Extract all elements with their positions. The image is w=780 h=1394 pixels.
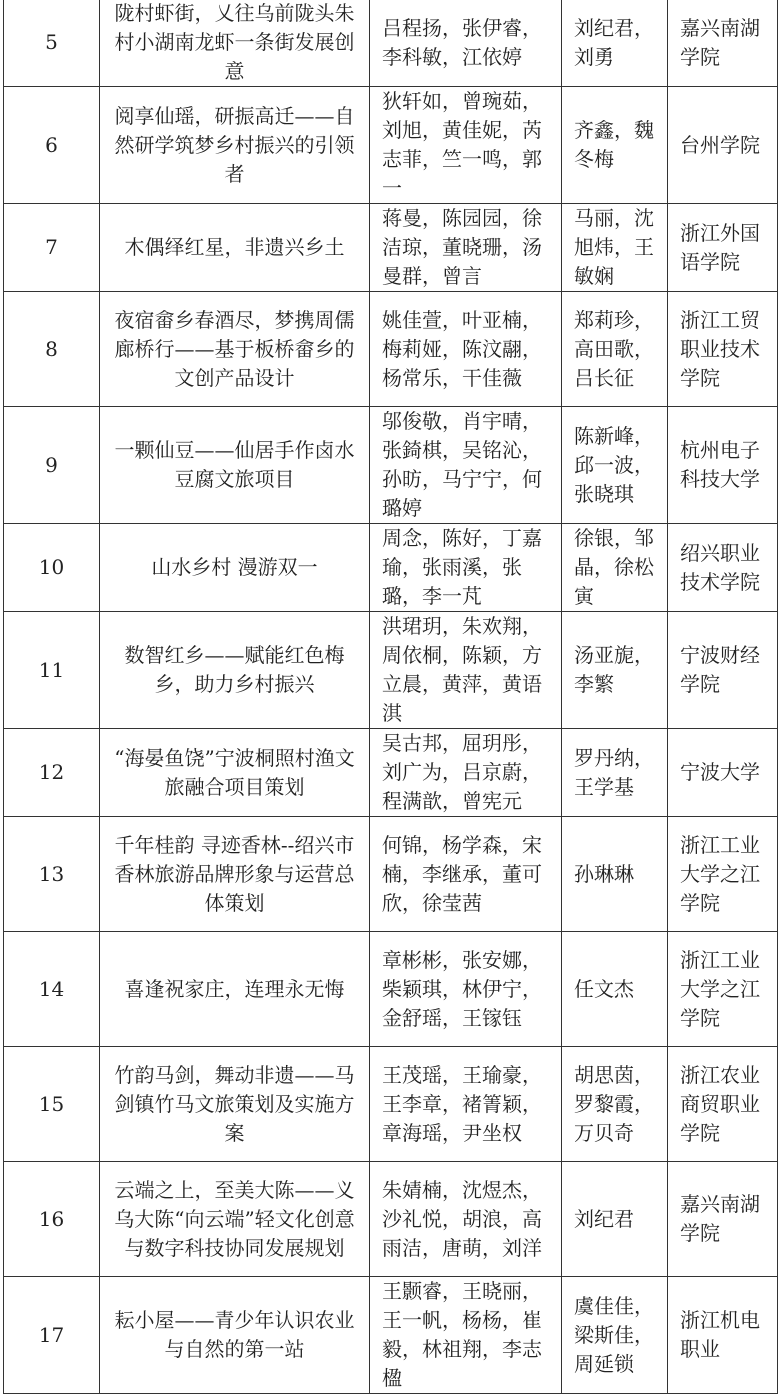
project-title: 木偶绎红星，非遗兴乡土 [100, 204, 370, 292]
school-name: 宁波大学 [668, 729, 778, 817]
advisor-names: 刘纪君，刘勇 [562, 0, 668, 87]
student-names: 章彬彬，张安娜，柴颖琪，林伊宁，金舒瑶，王镓钰 [370, 932, 562, 1047]
row-number: 13 [4, 817, 100, 932]
school-name: 宁波财经学院 [668, 612, 778, 729]
row-number: 17 [4, 1277, 100, 1394]
row-number: 9 [4, 407, 100, 524]
student-names: 王茂瑶，王瑜豪，王李章，褚箐颖，章海瑶，尹坐权 [370, 1047, 562, 1162]
advisor-names: 任文杰 [562, 932, 668, 1047]
advisor-names: 徐银，邹晶，徐松寅 [562, 524, 668, 612]
student-names: 洪珺玥，朱欢翔，周依桐，陈颖，方立晨，黄萍，黄语淇 [370, 612, 562, 729]
school-name: 杭州电子科技大学 [668, 407, 778, 524]
student-names: 王颢睿，王晓丽，王一帆，杨杨，崔毅，林祖翔，李志楹 [370, 1277, 562, 1394]
school-name: 台州学院 [668, 87, 778, 204]
award-table [3, 0, 778, 1394]
school-name: 绍兴职业技术学院 [668, 524, 778, 612]
school-name: 嘉兴南湖学院 [668, 0, 778, 87]
advisor-names: 罗丹纳，王学基 [562, 729, 668, 817]
row-number: 14 [4, 932, 100, 1047]
student-names: 邬俊敬，肖宇晴，张錡棋，吴铭沁，孙昉，马宁宁，何璐婷 [370, 407, 562, 524]
table-row [4, 1047, 778, 1162]
student-names: 周念，陈好，丁嘉瑜，张雨溪，张璐，李一芃 [370, 524, 562, 612]
table-row [4, 612, 778, 729]
student-names: 吕程扬，张伊睿，李科敏，江依婷 [370, 0, 562, 87]
project-title: 耘小屋——青少年认识农业与自然的第一站 [100, 1277, 370, 1394]
advisor-names: 汤亚旎，李繁 [562, 612, 668, 729]
row-number: 7 [4, 204, 100, 292]
table-row [4, 817, 778, 932]
table-row [4, 729, 778, 817]
project-title: 数智红乡——赋能红色梅乡，助力乡村振兴 [100, 612, 370, 729]
advisor-names: 马丽，沈旭炜，王敏娴 [562, 204, 668, 292]
table-row [4, 0, 778, 87]
school-name: 浙江外国语学院 [668, 204, 778, 292]
school-name: 浙江工贸职业技术学院 [668, 292, 778, 407]
table-row [4, 932, 778, 1047]
advisor-names: 虞佳佳，梁斯佳，周延锁 [562, 1277, 668, 1394]
row-number: 10 [4, 524, 100, 612]
table-row [4, 292, 778, 407]
student-names: 狄轩如，曾琬茹，刘旭，黄佳妮，芮志菲，竺一鸣，郭一 [370, 87, 562, 204]
school-name: 浙江工业大学之江学院 [668, 817, 778, 932]
advisor-names: 陈新峰，邱一波，张晓琪 [562, 407, 668, 524]
row-number: 6 [4, 87, 100, 204]
student-names: 朱婧楠，沈煜杰，沙礼悦，胡浪，高雨洁，唐萌，刘洋 [370, 1162, 562, 1277]
row-number: 11 [4, 612, 100, 729]
project-title: 喜逢祝家庄，连理永无悔 [100, 932, 370, 1047]
table-row [4, 1162, 778, 1277]
table-row [4, 524, 778, 612]
advisor-names: 刘纪君 [562, 1162, 668, 1277]
student-names: 蒋曼，陈园园，徐洁琼，董晓珊，汤曼群，曾言 [370, 204, 562, 292]
student-names: 吴古邦，屈玥彤，刘广为，吕京蔚，程满歆，曾宪元 [370, 729, 562, 817]
table-row [4, 407, 778, 524]
advisor-names: 齐鑫，魏冬梅 [562, 87, 668, 204]
project-title: 夜宿畲乡春酒尽，梦携周儒廊桥行——基于板桥畲乡的文创产品设计 [100, 292, 370, 407]
school-name: 嘉兴南湖学院 [668, 1162, 778, 1277]
project-title: 一颗仙豆——仙居手作卤水豆腐文旅项目 [100, 407, 370, 524]
project-title: 山水乡村 漫游双一 [100, 524, 370, 612]
row-number: 5 [4, 0, 100, 87]
advisor-names: 胡思茵，罗黎霞，万贝奇 [562, 1047, 668, 1162]
table-row [4, 87, 778, 204]
project-title: 陇村虾街，乂往乌前陇头朱村小湖南龙虾一条街发展创意 [100, 0, 370, 87]
project-title: “海晏鱼饶”宁波桐照村渔文旅融合项目策划 [100, 729, 370, 817]
row-number: 8 [4, 292, 100, 407]
advisor-names: 郑莉珍，高田歌，吕长征 [562, 292, 668, 407]
project-title: 千年桂韵 寻迹香林--绍兴市香林旅游品牌形象与运营总体策划 [100, 817, 370, 932]
student-names: 姚佳萱，叶亚楠，梅莉娅，陈汶翮，杨常乐，干佳薇 [370, 292, 562, 407]
advisor-names: 孙琳琳 [562, 817, 668, 932]
school-name: 浙江农业商贸职业学院 [668, 1047, 778, 1162]
row-number: 16 [4, 1162, 100, 1277]
table-row [4, 204, 778, 292]
project-title: 阅享仙瑶，研振高迁——自然研学筑梦乡村振兴的引领者 [100, 87, 370, 204]
row-number: 12 [4, 729, 100, 817]
project-title: 云端之上，至美大陈——义乌大陈“向云端”轻文化创意与数字科技协同发展规划 [100, 1162, 370, 1277]
table-body [4, 0, 778, 1394]
project-title: 竹韵马剑，舞动非遗——马剑镇竹马文旅策划及实施方案 [100, 1047, 370, 1162]
school-name: 浙江机电职业 [668, 1277, 778, 1394]
school-name: 浙江工业大学之江学院 [668, 932, 778, 1047]
table-row [4, 1277, 778, 1394]
student-names: 何锦，杨学森，宋楠，李继承，董可欣，徐莹茜 [370, 817, 562, 932]
row-number: 15 [4, 1047, 100, 1162]
